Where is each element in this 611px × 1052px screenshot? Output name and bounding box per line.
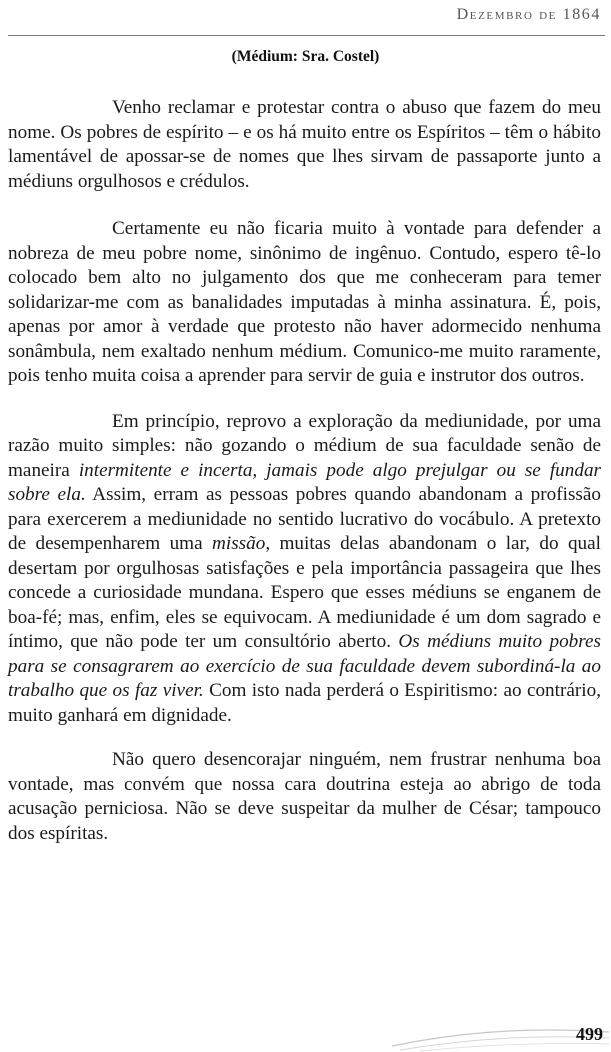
italic-text-run: missão: [212, 533, 266, 554]
paragraph: [8, 748, 601, 846]
text-run: Assim, erram as pessoas pobres quando abandonam a profissão para exercerem a mediunidade no sentido lucrativo do vocábulo. A pretexto de desempenharem uma: [8, 484, 601, 554]
text-run: Não quero desencorajar ninguém, nem frustrar nenhuma boa vontade, mas convém que nossa cara doutrina esteja ao abrigo de toda acusação perniciosa. Não se deve suspeitar da mulher de César; tampouco dos espíritas.: [8, 749, 601, 844]
text-run: Em princípio, reprovo a exploração da mediunidade, por uma razão muito simples: não gozando o médium de sua faculdade senão de maneira: [8, 410, 601, 481]
italic-text-run: Os médiuns muito pobres para se consagrarem ao exercício de sua faculdade devem subordiná-la ao trabalho que os faz viver.: [8, 631, 601, 701]
paragraph: [8, 410, 601, 729]
medium-attribution: (Médium: Sra. Costel): [231, 48, 380, 65]
body-text: [8, 96, 601, 867]
text-run: Certamente eu não ficaria muito à vontade para defender a nobreza de meu pobre nome, sinônimo de ingênuo. Contudo, espero tê-lo colocado bem alto no julgamento dos que me conheceram para temer solidarizar-me com as banalidades imputadas à minha assinatura. É, pois, apenas por amor à verdade que protesto não haver adormecido nenhuma sonâmbula, nem exaltado nenhum médium. Comunico-me muito raramente, pois tenho muita coisa a aprender para servir de guia e instrutor dos outros.: [8, 218, 601, 386]
text-run: Venho reclamar e protestar contra o abuso que fazem do meu nome. Os pobres de espírito – e os há muito entre os Espíritos – têm o hábito lamentável de apossar-se de nomes que lhes sirvam de passaporte junto a médiuns orgulhosos e crédulos.: [8, 97, 601, 192]
paragraph: [8, 96, 601, 194]
text-run: , muitas delas abandonam o lar, do qual desertam por orgulhosas satisfações e pela importância passageira que lhes concede a curiosidade mundana. Espero que esses médiuns se enganem de boa-fé; mas, enfim, eles se equivocam. A mediunidade é um dom sagrado e íntimo, que não pode ter um consultório aberto.: [8, 533, 601, 652]
page-number: 499: [576, 1024, 603, 1044]
running-header: Dezembro de 1864: [456, 6, 601, 23]
paragraph: [8, 217, 601, 389]
italic-text-run: intermitente e incerta, jamais pode algo prejulgar ou se fundar sobre ela.: [8, 459, 602, 505]
header-divider: [8, 35, 605, 36]
text-run: Com isto nada perderá o Espiritismo: ao contrário, muito ganhará em dignidade.: [8, 680, 601, 726]
